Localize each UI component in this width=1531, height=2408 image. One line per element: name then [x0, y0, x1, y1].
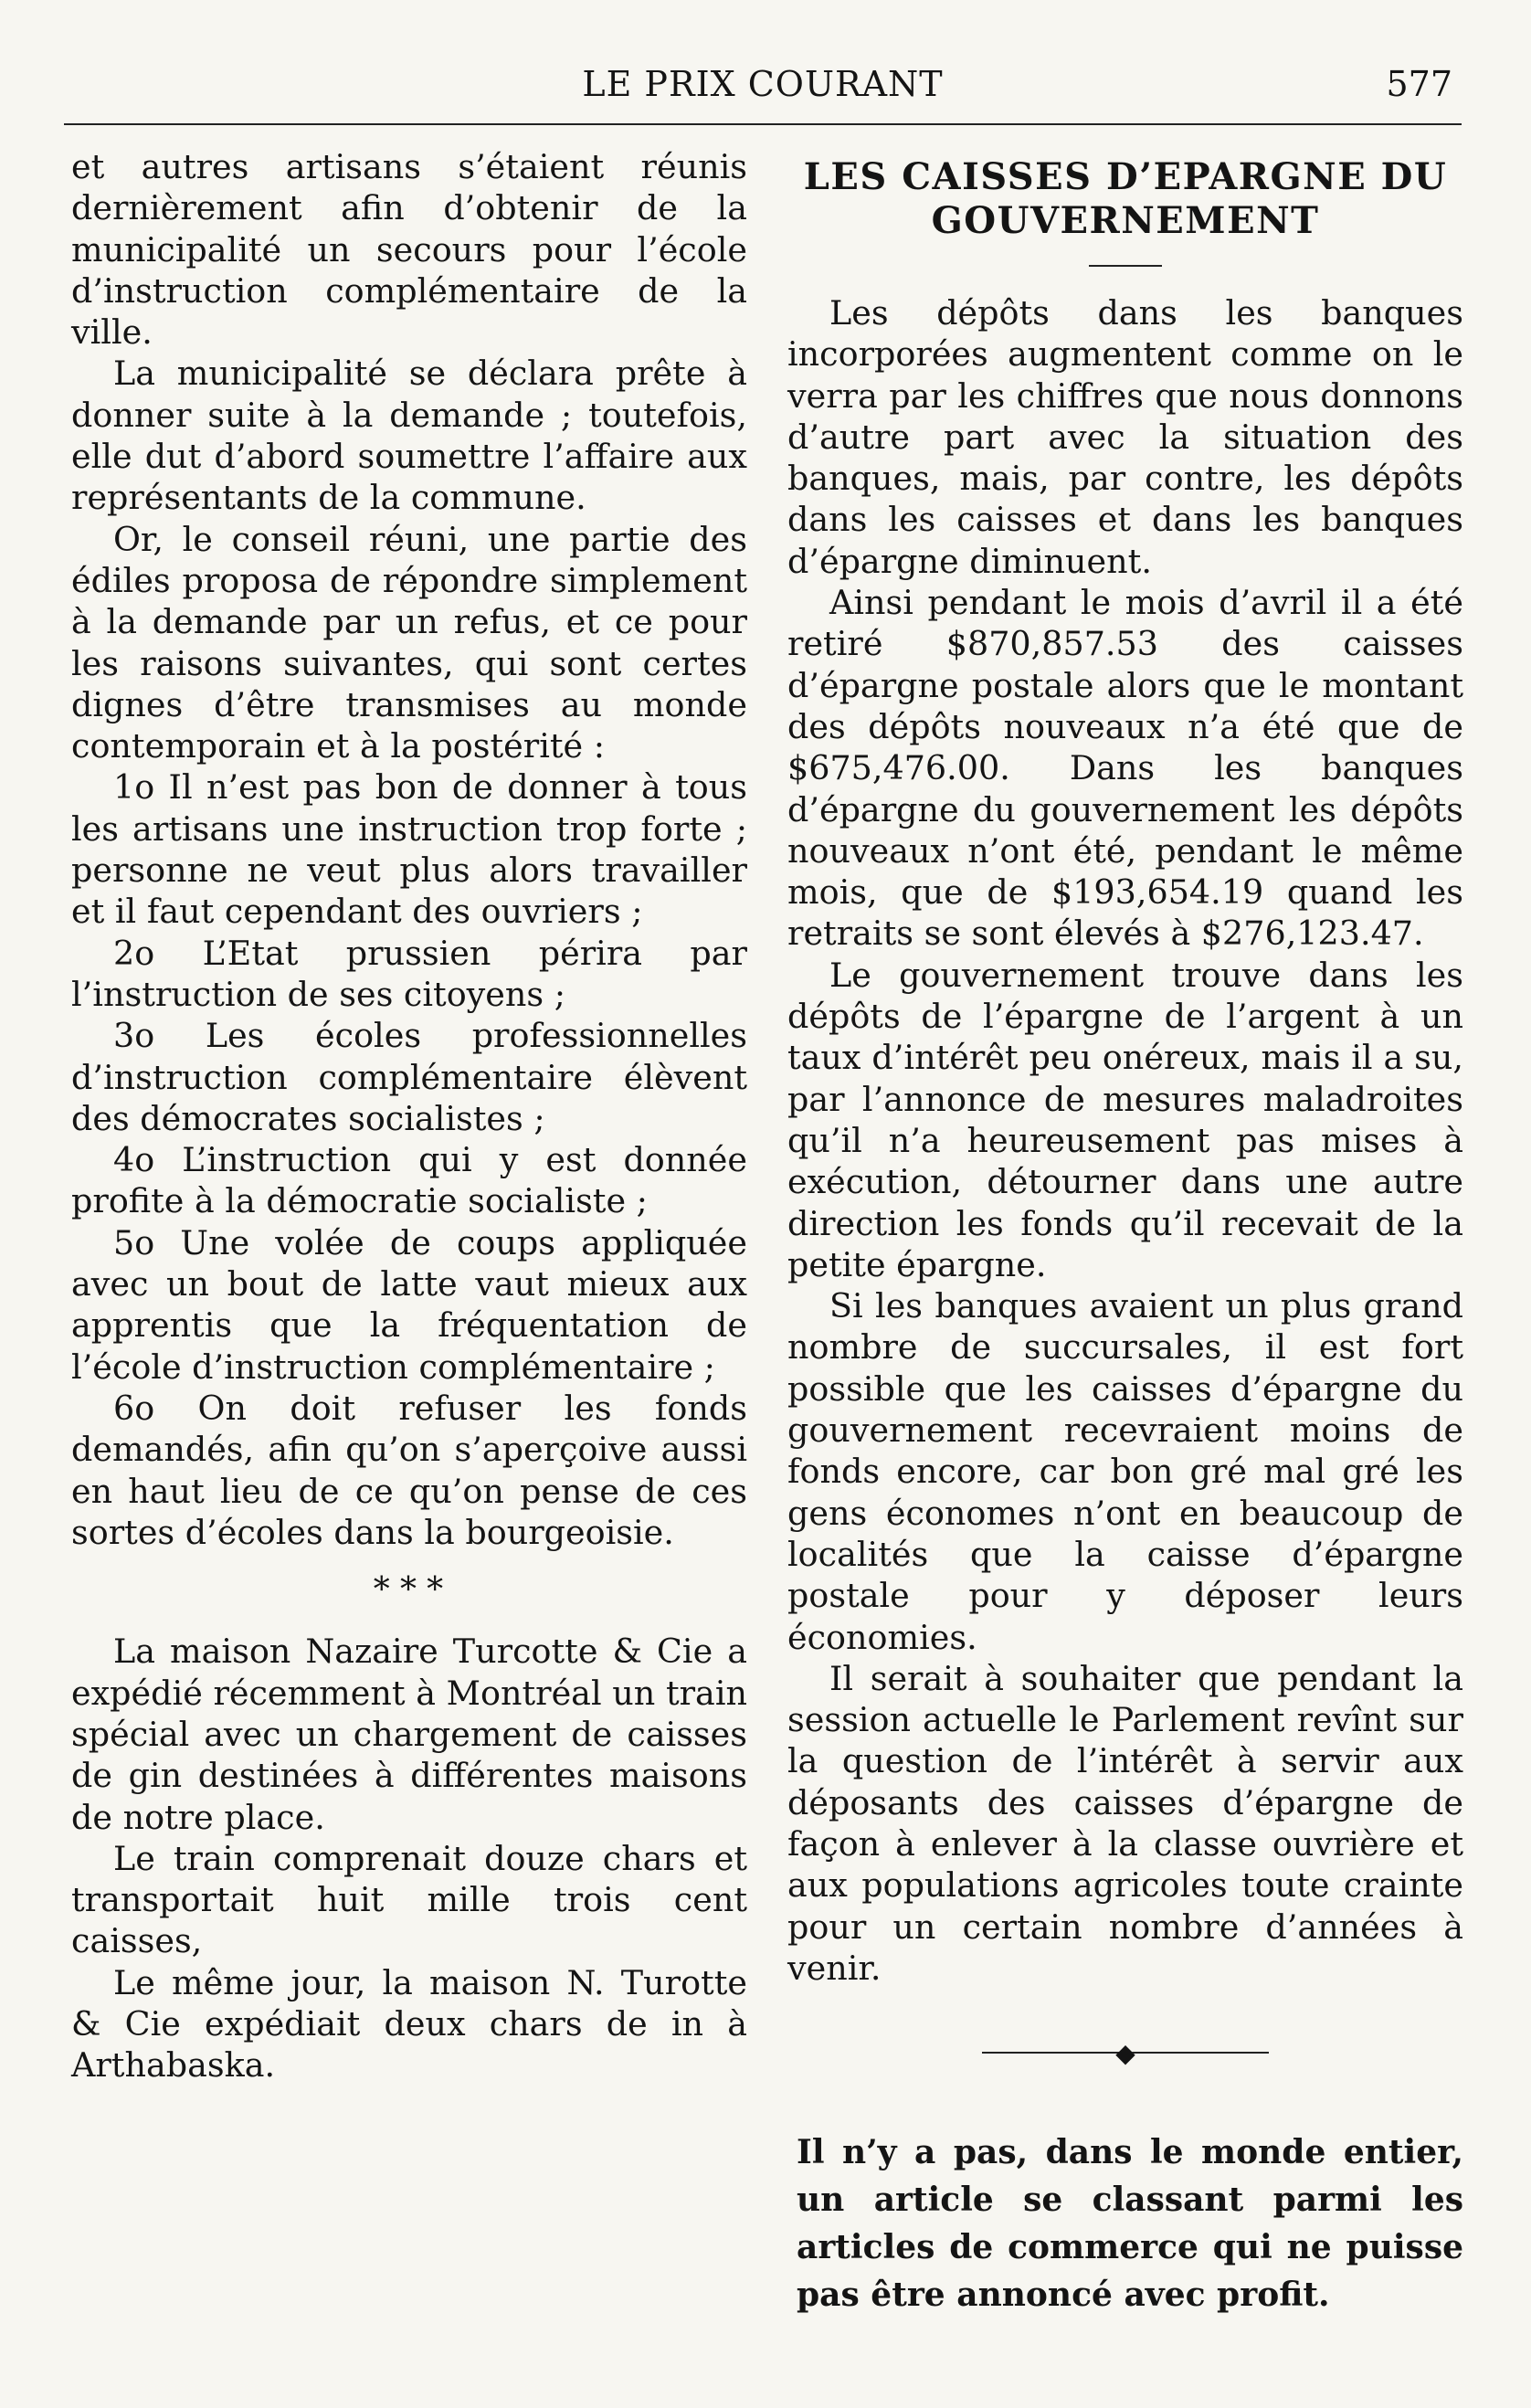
- paragraph: Ainsi pendant le mois d’avril il a été retiré $870,857.53 des caisses d’épargne postale alors que le montant des dépôts nouveaux n’a été que de $675,476.00. Dans les banques d’épargne du gouvernement les dépôts nouveaux n’ont été, pendant le même mois, que de $193,654.19 quand les retraits se sont élevés à $276,123.47.: [787, 583, 1463, 954]
- paragraph: Le train comprenait douze chars et transportait huit mille trois cent caisses,: [71, 1838, 747, 1961]
- paragraph: Le même jour, la maison N. Turotte & Cie expédiait deux chars de in à Arthabaska.: [71, 1962, 747, 2086]
- ornament-divider: [787, 2031, 1463, 2074]
- page-number: 577: [1386, 64, 1452, 104]
- paragraph: La municipalité se déclara prête à donner suite à la demande ; toutefois, elle dut d’abord soumettre l’affaire aux représentants de la commune.: [71, 354, 747, 518]
- asterism-separator: * * *: [373, 1571, 446, 1610]
- paragraph: Si les banques avaient un plus grand nombre de succursales, il est fort possible que les caisses d’épargne du gouvernement recevraient moins de fonds encore, car bon gré mal gré les gens économes n’ont en beaucoup de localités que la caisse d’épargne postale pour y déposer leurs économies.: [787, 1286, 1463, 1657]
- left-column: [71, 146, 747, 2086]
- list-item: 5o Une volée de coups appliquée avec un bout de latte vaut mieux aux apprentis que la fréquentation de l’école d’instruction complémentaire ;: [71, 1222, 747, 1387]
- paragraph: et autres artisans s’étaient réunis dernièrement afin d’obtenir de la municipalité un secours pour l’école d’instruction complémentaire de la ville.: [71, 147, 747, 353]
- right-column: [787, 146, 1463, 2318]
- list-item: 1o Il n’est pas bon de donner à tous les artisans une instruction trop forte ; personne ne veut plus alors travailler et il faut cependant des ouvriers ;: [71, 767, 747, 932]
- running-title: LE PRIX COURANT: [582, 64, 944, 104]
- paragraph: Le gouvernement trouve dans les dépôts de l’épargne de l’argent à un taux d’intérêt peu onéreux, mais il a su, par l’annonce de mesures maladroites qu’il n’a heureusement pas mises à exécution, détourner dans une autre direction les fonds qu’il recevait de la petite épargne.: [787, 955, 1463, 1284]
- header-rule: [64, 123, 1462, 125]
- advertising-notice: Il n’y a pas, dans le monde entier, un article se classant parmi les articles de commerce qui ne puisse pas être annoncé avec profit.: [797, 2132, 1463, 2314]
- list-item: 4o L’instruction qui y est donnée profite à la démocratie socialiste ;: [71, 1140, 747, 1221]
- diamond-icon: ◆: [1115, 2037, 1135, 2068]
- paragraph: Les dépôts dans les banques incorporées augmentent comme on le verra par les chiffres que nous donnons d’autre part avec la situation des banques, mais, par contre, les dépôts dans les caisses et dans les banques d’épargne diminuent.: [787, 293, 1463, 581]
- list-item: 3o Les écoles professionnelles d’instruction complémentaire élèvent des démocrates socialistes ;: [71, 1016, 747, 1138]
- title-rule: [1089, 265, 1162, 267]
- page-header: [64, 37, 1462, 104]
- list-item: 2o L’Etat prussien périra par l’instruction de ses citoyens ;: [71, 933, 747, 1014]
- article-title: LES CAISSES D’EPARGNE DU GOUVERNEMENT: [803, 155, 1448, 242]
- paragraph: La maison Nazaire Turcotte & Cie a expédié récemment à Montréal un train spécial avec un chargement de caisses de gin destinées à différentes maisons de notre place.: [71, 1632, 747, 1837]
- paragraph: Or, le conseil réuni, une partie des édiles proposa de répondre simplement à la demande par un refus, et ce pour les raisons suivantes, qui sont certes dignes d’être transmises au monde contemporain et à la postérité :: [71, 519, 747, 766]
- paragraph: Il serait à souhaiter que pendant la session actuelle le Parlement revînt sur la question de l’intérêt à servir aux déposants des caisses d’épargne de façon à enlever à la classe ouvrière et aux populations agricoles toute crainte pour un certain nombre d’années à venir.: [787, 1658, 1463, 1988]
- list-item: 6o On doit refuser les fonds demandés, afin qu’on s’aperçoive aussi en haut lieu de ce qu’on pense de ces sortes d’écoles dans la bourgeoisie.: [71, 1388, 747, 1552]
